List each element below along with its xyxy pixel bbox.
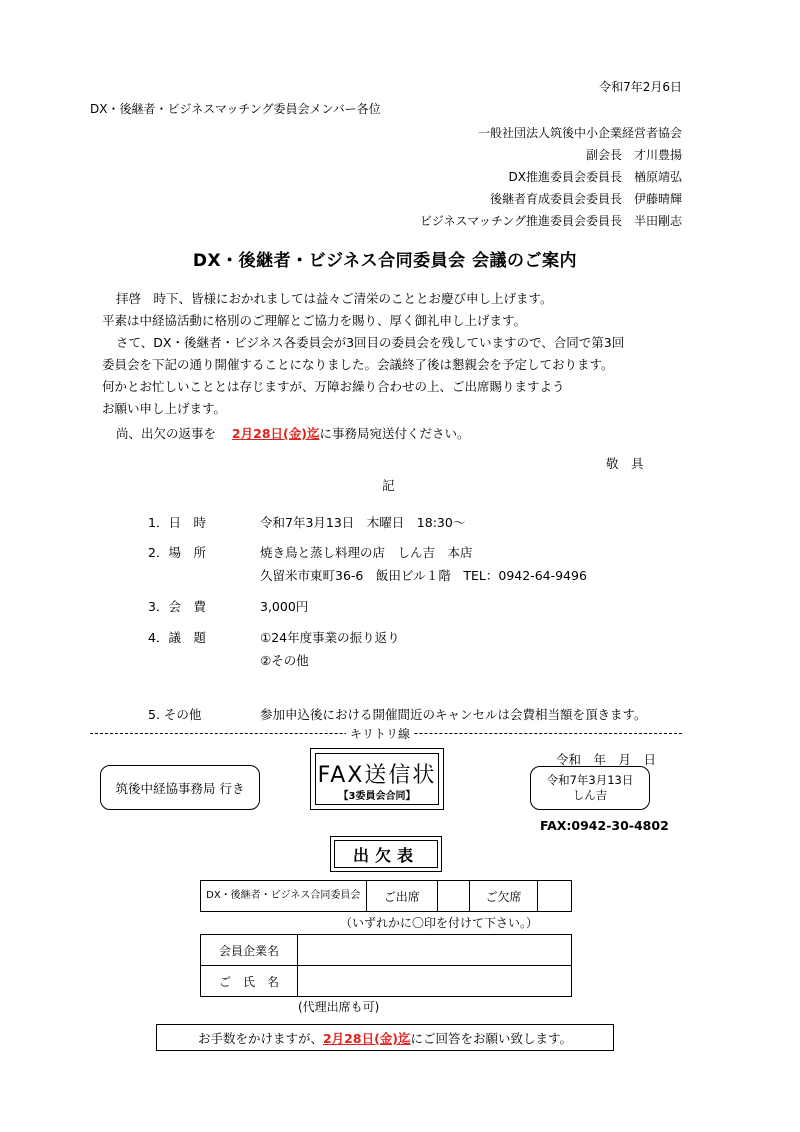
agenda-label-other: 5. その他 xyxy=(148,707,202,722)
name-label: ご 氏 名 xyxy=(201,966,298,997)
attend-checkbox-cell[interactable] xyxy=(438,881,470,912)
body-line-6: お願い申し上げます。 xyxy=(102,401,227,416)
proxy-note: (代理出席も可) xyxy=(298,1000,380,1014)
fax-title-box xyxy=(310,748,444,810)
footer-prefix: お手数をかけますが、 xyxy=(197,1030,323,1046)
sender-association: 一般社団法人筑後中小企業経営者協会 xyxy=(477,126,682,140)
document-title: DX・後継者・ビジネス合同委員会 会議のご案内 xyxy=(192,251,578,271)
reply-line xyxy=(116,424,469,442)
attendance-note: （いずれかに〇印を付けて下さい。） xyxy=(340,916,539,930)
absent-label-cell: ご欠席 xyxy=(470,881,538,912)
name-input-cell[interactable] xyxy=(298,966,572,997)
cut-line-label: キリトリ線 xyxy=(346,725,414,742)
body-line-4: 委員会を下記の通り開催することになりました。会議終了後は懇親会を予定しております。 xyxy=(102,357,614,372)
footer-suffix: にご回答をお願い致します。 xyxy=(410,1030,573,1046)
attendance-row xyxy=(201,881,572,912)
fax-number: FAX:0942-30-4802 xyxy=(540,818,669,833)
reply-suffix: に事務局宛送付ください。 xyxy=(319,426,470,441)
recipient-line: DX・後継者・ビジネスマッチング委員会メンバー各位 xyxy=(90,102,381,116)
fax-recipient-box xyxy=(100,765,260,810)
fax-subtitle: 【3委員会合同】 xyxy=(338,791,416,802)
company-input-cell[interactable] xyxy=(298,935,572,966)
sender-dx-chair: DX推進委員会委員長 楢原靖弘 xyxy=(508,170,682,184)
agenda-value-date: 令和7年3月13日 木曜日 18:30～ xyxy=(260,515,466,530)
agenda-label-topic: 4．議 題 xyxy=(148,630,206,645)
sender-vice-president: 副会長 才川豊揚 xyxy=(585,148,682,162)
body-line-3: さて、DX・後継者・ビジネス各委員会が3回目の委員会を残していますので、合同で第3回 xyxy=(116,335,625,350)
absent-checkbox-cell[interactable] xyxy=(537,881,571,912)
fax-recipient: 筑後中経協事務局 行き xyxy=(115,780,245,796)
letter-date: 令和7年2月6日 xyxy=(599,80,682,94)
event-venue: しん吉 xyxy=(572,788,608,802)
agenda-value-topic-1: ①24年度事業の振り返り xyxy=(260,630,400,645)
ki-mark: 記 xyxy=(382,478,395,493)
attendance-title-box xyxy=(330,836,442,872)
agenda-label-fee: 3．会 費 xyxy=(148,599,206,614)
company-row xyxy=(201,935,572,966)
attendance-title: 出欠表 xyxy=(334,840,438,868)
reply-deadline: 2月28日(金)迄 xyxy=(231,426,320,441)
agenda-value-address: 久留米市東町36-6 飯田ビル１階 TEL：0942-64-9496 xyxy=(260,568,587,583)
fax-date-line: 令和 年 月 日 xyxy=(556,752,657,767)
footer-deadline: 2月28日(金)迄 xyxy=(322,1030,411,1046)
sender-successor-chair: 後継者育成委員会委員長 伊藤晴輝 xyxy=(489,192,682,206)
committee-cell: DX・後継者・ビジネス合同委員会 xyxy=(201,881,367,912)
name-row xyxy=(201,966,572,997)
body-line-1: 拝啓 時下、皆様におかれましては益々ご清栄のこととお慶び申し上げます。 xyxy=(116,291,553,306)
body-line-2: 平素は中経協活動に格別のご理解とご協力を賜り、厚く御礼申し上げます。 xyxy=(102,313,527,328)
fax-title-inner xyxy=(315,753,439,805)
event-box xyxy=(530,766,650,810)
attendance-table xyxy=(200,880,572,912)
closing: 敬 具 xyxy=(606,456,644,471)
footer-note-box xyxy=(156,1024,614,1051)
agenda-label-date: 1．日 時 xyxy=(148,515,206,530)
fax-title: FAX送信状 xyxy=(317,763,437,788)
event-date: 令和7年3月13日 xyxy=(546,773,634,787)
agenda-label-place: 2．場 所 xyxy=(148,545,206,560)
agenda-value-other: 参加申込後における開催間近のキャンセルは会費相当額を頂きます。 xyxy=(260,707,647,722)
agenda-value-fee: 3,000円 xyxy=(260,599,309,614)
attend-label-cell: ご出席 xyxy=(366,881,438,912)
reply-prefix: 尚、出欠の返事を xyxy=(116,426,217,441)
company-label: 会員企業名 xyxy=(201,935,298,966)
agenda-value-place: 焼き鳥と蒸し料理の店 しん吉 本店 xyxy=(260,545,473,560)
body-line-5: 何かとお忙しいこととは存じますが、万障お繰り合わせの上、ご出席賜りますよう xyxy=(102,379,565,394)
member-info-table xyxy=(200,934,572,997)
agenda-value-topic-2: ②その他 xyxy=(260,653,309,668)
sender-business-chair: ビジネスマッチング推進委員会委員長 半田剛志 xyxy=(419,214,682,228)
